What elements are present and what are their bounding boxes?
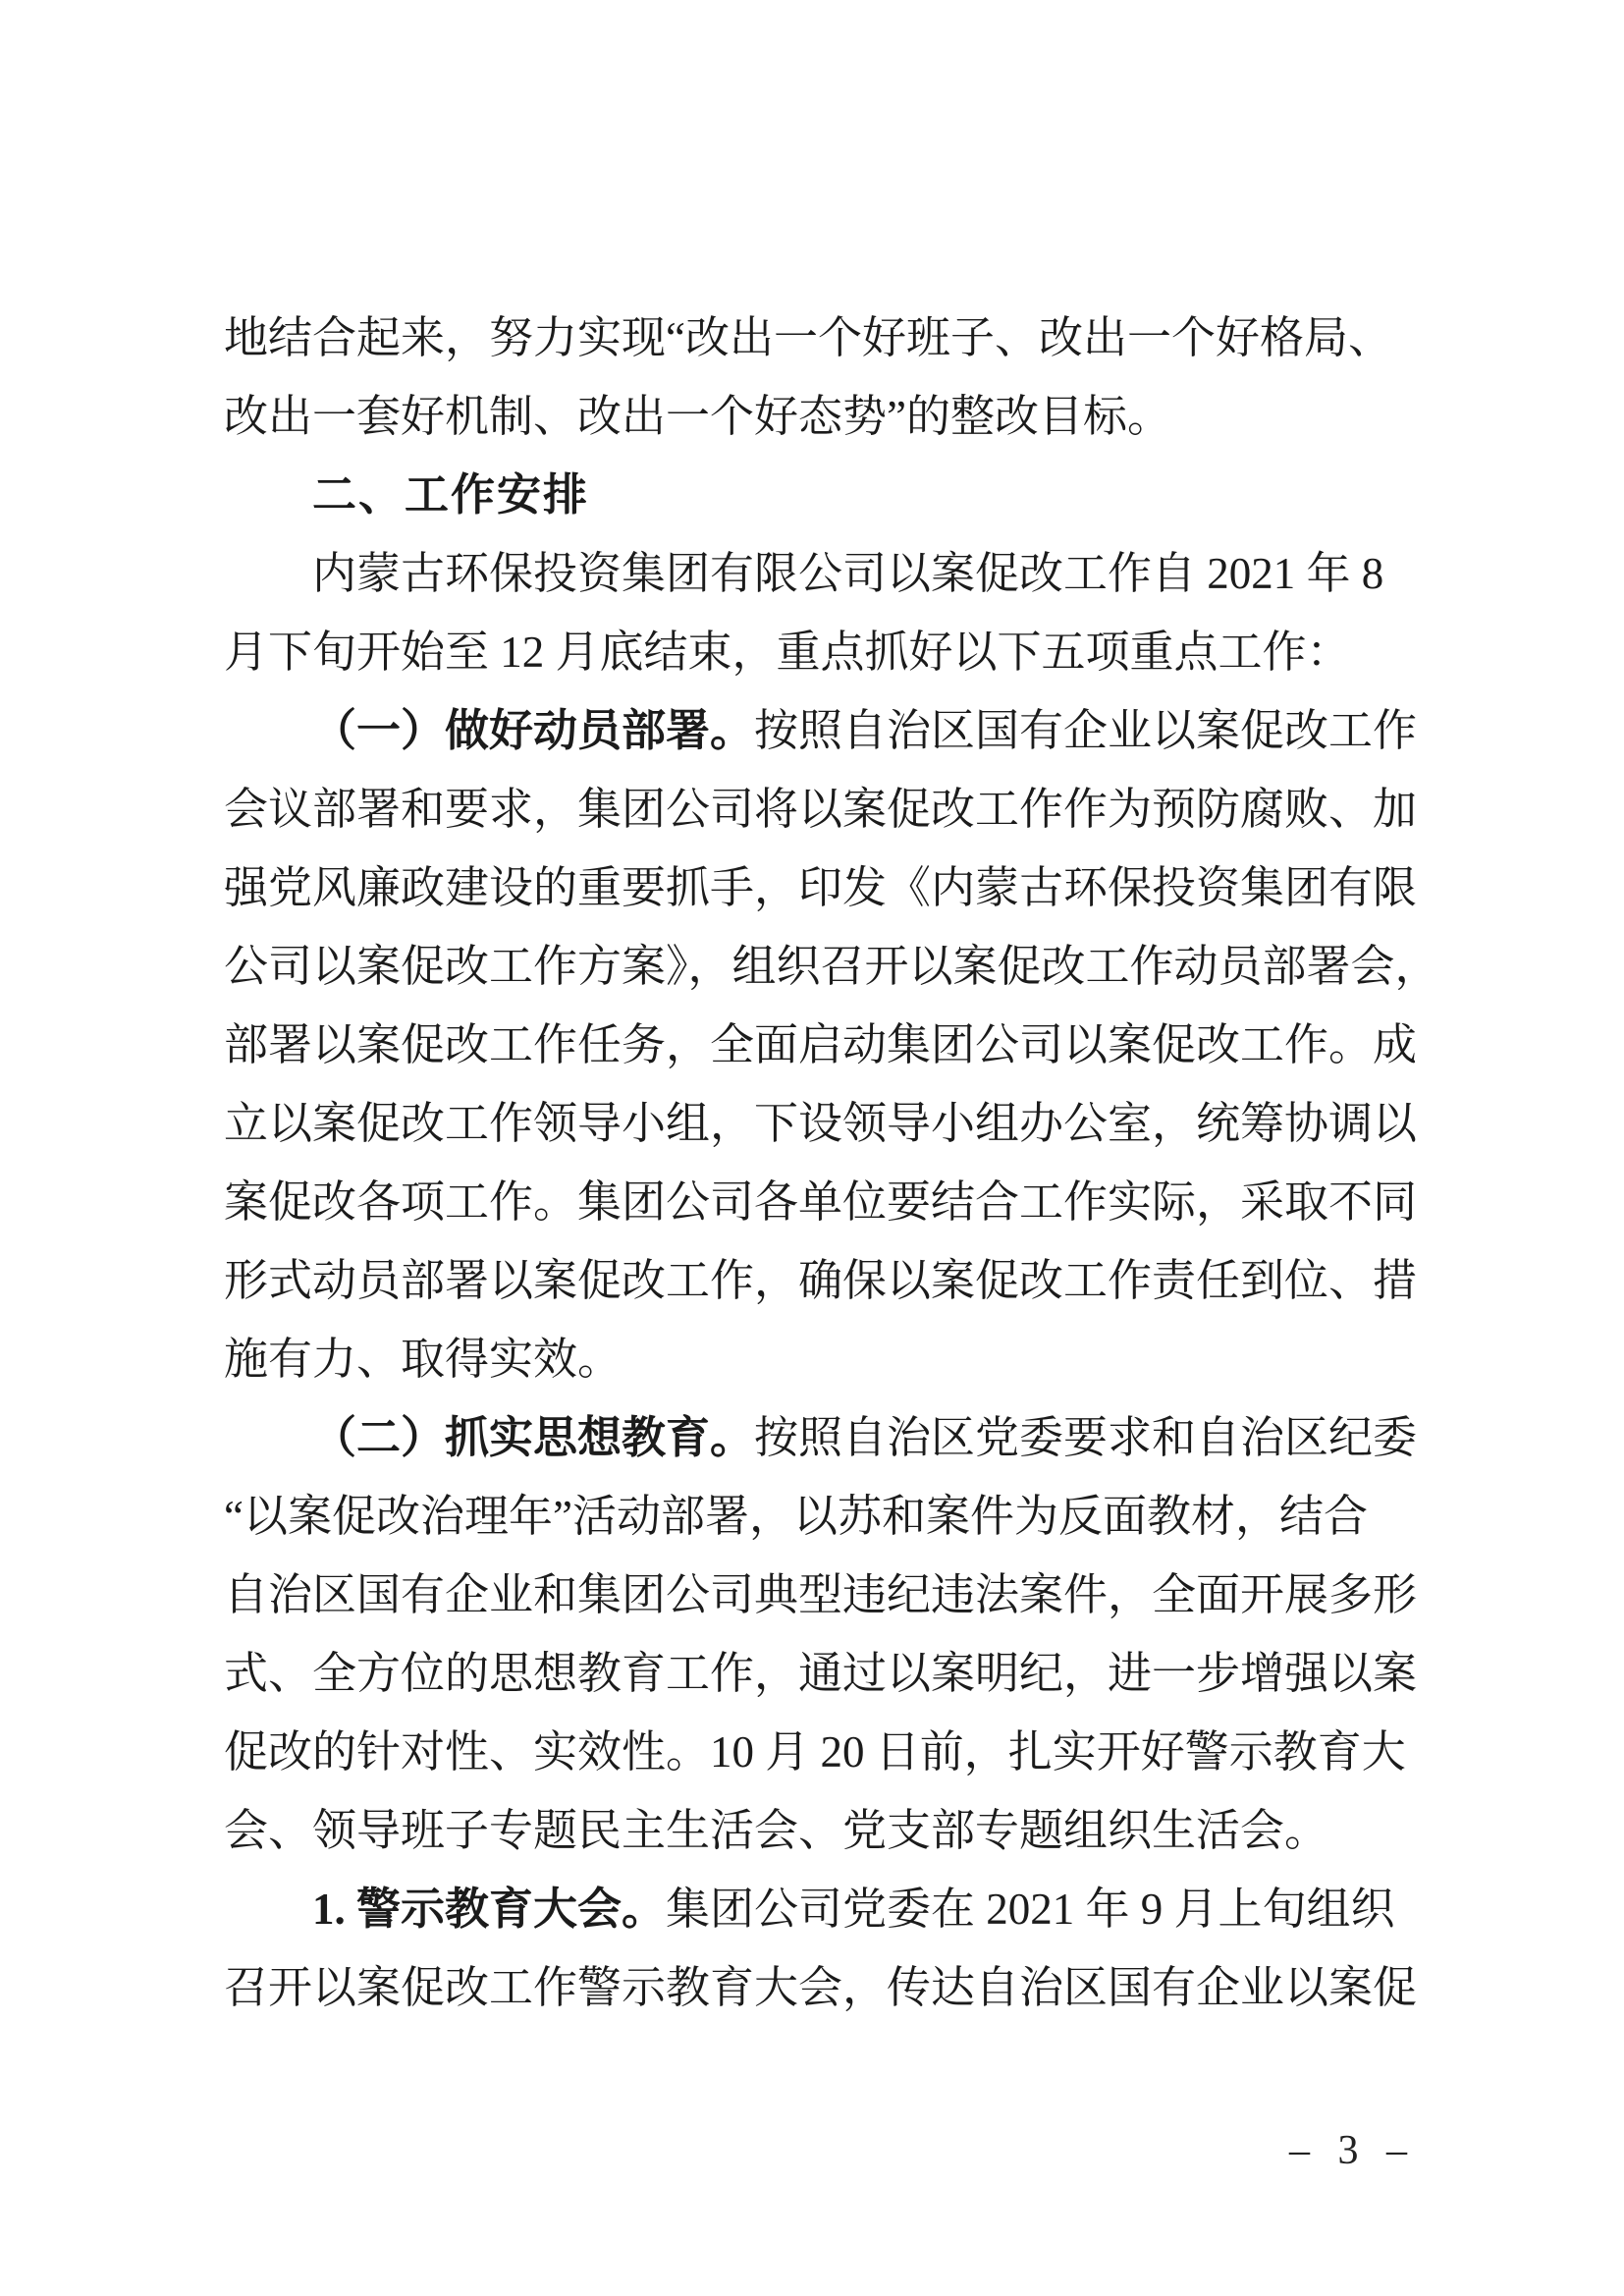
body-line: [224, 534, 1416, 613]
line-text: 公司以案促改工作方案》，组织召开以案促改工作动员部署会，: [224, 942, 1439, 991]
body-line: [224, 1398, 1416, 1477]
line-text: 立以案促改工作领导小组，下设领导小组办公室，统筹协调以: [224, 1099, 1418, 1148]
body-line: [224, 1241, 1416, 1320]
body-line: [224, 1870, 1416, 1948]
line-text: 式、全方位的思想教育工作，通过以案明纪，进一步增强以案: [224, 1649, 1418, 1698]
body-line: [224, 1084, 1416, 1163]
line-bold-lead: （一）做好动员部署。: [312, 706, 755, 755]
line-text: 集团公司党委在 2021 年 9 月上旬组织: [666, 1885, 1395, 1934]
line-text: 部署以案促改工作任务，全面启动集团公司以案促改工作。成: [224, 1020, 1418, 1069]
line-text: 强党风廉政建设的重要抓手，印发《内蒙古环保投资集团有限: [224, 863, 1418, 912]
line-text: 地结合起来，努力实现“改出一个好班子、改出一个好格局、: [224, 313, 1392, 362]
body-line: [224, 613, 1416, 691]
body-line: [224, 691, 1416, 770]
line-bold-lead: （二）抓实思想教育。: [312, 1413, 755, 1462]
line-text: 案促改各项工作。集团公司各单位要结合工作实际，采取不同: [224, 1177, 1418, 1227]
line-bold-lead: 1. 警示教育大会。: [312, 1885, 667, 1934]
line-text: 按照自治区党委要求和自治区纪委: [754, 1413, 1418, 1462]
body-line: [224, 1713, 1416, 1791]
body-line: [224, 1006, 1416, 1084]
line-text: 促改的针对性、实效性。10 月 20 日前，扎实开好警示教育大: [224, 1727, 1406, 1777]
line-text: 月下旬开始至 12 月底结束，重点抓好以下五项重点工作：: [224, 628, 1351, 677]
body-line: [224, 848, 1416, 927]
line-text: 会议部署和要求，集团公司将以案促改工作作为预防腐败、加: [224, 785, 1418, 834]
body-line: [224, 1163, 1416, 1241]
body-line: [224, 299, 1416, 377]
line-text: 形式动员部署以案促改工作，确保以案促改工作责任到位、措: [224, 1256, 1418, 1305]
body-line: [224, 1556, 1416, 1634]
line-text: 改出一套好机制、改出一个好态势”的整改目标。: [224, 392, 1171, 441]
page-number: – 3 –: [1289, 2128, 1416, 2173]
line-bold-lead: 二、工作安排: [312, 469, 590, 519]
body-line: [224, 1948, 1416, 2027]
body-line: [224, 1791, 1416, 1870]
document-body: [224, 299, 1439, 2027]
body-line: [224, 1320, 1416, 1398]
line-text: 内蒙古环保投资集团有限公司以案促改工作自 2021 年 8: [312, 549, 1384, 598]
section-heading: [224, 456, 1416, 534]
body-line: [224, 377, 1416, 456]
line-text: 自治区国有企业和集团公司典型违纪违法案件，全面开展多形: [224, 1570, 1418, 1619]
line-text: 按照自治区国有企业以案促改工作: [754, 706, 1418, 755]
body-line: [224, 1634, 1416, 1713]
line-text: 施有力、取得实效。: [224, 1335, 623, 1384]
line-text: 召开以案促改工作警示教育大会，传达自治区国有企业以案促: [224, 1963, 1418, 2012]
line-text: 会、领导班子专题民主生活会、党支部专题组织生活会。: [224, 1806, 1329, 1855]
body-line: [224, 770, 1416, 848]
line-text: “以案促改治理年”活动部署，以苏和案件为反面教材，结合: [224, 1492, 1368, 1541]
body-line: [224, 927, 1439, 1006]
body-line: [224, 1477, 1416, 1556]
